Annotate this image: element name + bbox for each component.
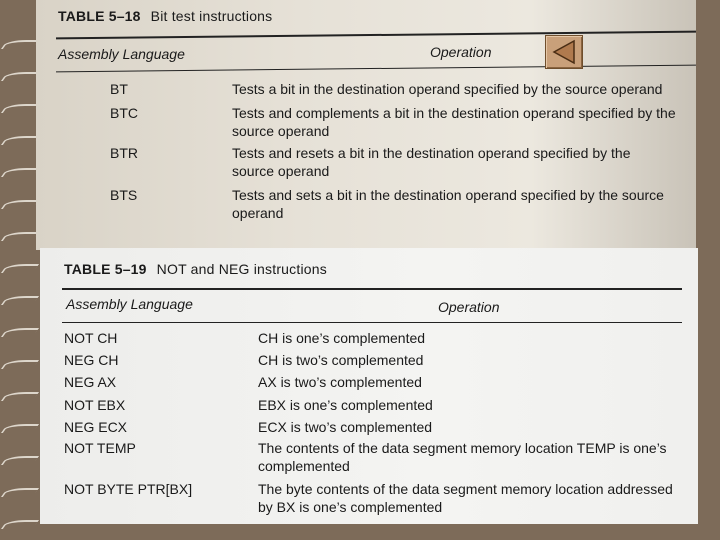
table-header-rule [62, 322, 682, 323]
table-5-18-scan [36, 0, 696, 250]
table-5-18-title [58, 8, 272, 24]
table-caption: Bit test instructions [150, 8, 273, 24]
column-header-operation: Operation [430, 44, 492, 60]
column-header-operation: Operation [438, 299, 500, 315]
column-header-assembly: Assembly Language [58, 46, 185, 62]
row-operation: CH is one’s complemented [258, 330, 426, 346]
back-button[interactable] [545, 35, 583, 69]
triangle-left-icon [546, 36, 582, 68]
table-header-rule [56, 65, 696, 73]
row-operation: The byte contents of the data segment memory location addressed by BX is one’s complemented [258, 481, 673, 515]
row-operation: Tests and complements a bit in the destination operand specified by the source operand [232, 105, 676, 139]
row-instruction: NEG CH [64, 352, 119, 368]
row-operation: AX is two’s complemented [258, 374, 422, 390]
row-instruction: BTR [110, 145, 138, 161]
table-5-19-title [64, 261, 327, 277]
row-instruction: NEG AX [64, 374, 117, 390]
row-instruction: NOT BYTE PTR[BX] [64, 481, 193, 497]
row-instruction: BTS [110, 187, 138, 203]
table-caption: NOT and NEG instructions [156, 261, 327, 277]
row-instruction: NOT CH [64, 330, 118, 346]
column-header-assembly: Assembly Language [66, 296, 193, 312]
table-top-rule [62, 288, 682, 290]
table-number: TABLE 5–19 [64, 261, 147, 277]
row-instruction: BT [110, 81, 128, 97]
table-5-19-scan [40, 248, 698, 524]
row-operation: Tests and resets a bit in the destination operand specified by the source operand [232, 145, 631, 179]
table-number: TABLE 5–18 [58, 8, 141, 24]
row-operation: The contents of the data segment memory location TEMP is one’s complemented [258, 440, 667, 474]
binder-spiral [0, 0, 40, 540]
row-operation: CH is two’s complemented [258, 352, 424, 368]
row-instruction: BTC [110, 105, 138, 121]
row-operation: ECX is two’s complemented [258, 419, 433, 435]
row-instruction: NOT TEMP [64, 440, 136, 456]
row-operation: Tests a bit in the destination operand specified by the source operand [232, 81, 663, 97]
row-instruction: NEG ECX [64, 419, 128, 435]
table-top-rule [56, 31, 696, 40]
row-operation: Tests and sets a bit in the destination operand specified by the source operand [232, 187, 664, 221]
row-instruction: NOT EBX [64, 397, 126, 413]
row-operation: EBX is one’s complemented [258, 397, 433, 413]
